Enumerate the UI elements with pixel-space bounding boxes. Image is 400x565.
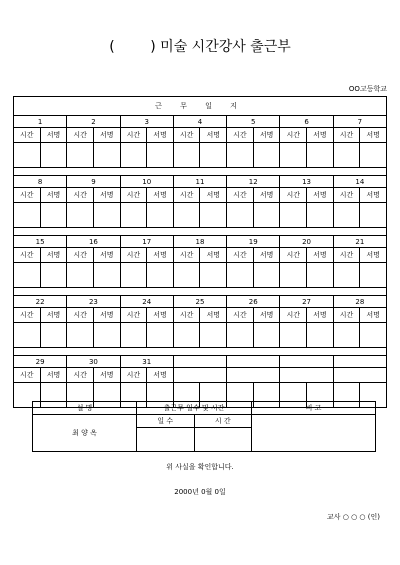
sign-label: 서명: [40, 368, 67, 383]
sign-label: 서명: [93, 368, 120, 383]
day-number: 22: [14, 296, 67, 308]
sign-label: 서명: [147, 128, 174, 143]
sign-label: 서명: [360, 308, 387, 323]
time-cell: [333, 203, 360, 228]
time-cell: [280, 263, 307, 288]
empty-day-cell: [227, 356, 280, 368]
attendance-table: [13, 96, 387, 408]
day-number: 26: [227, 296, 280, 308]
summary-note-cell: [252, 415, 376, 452]
sign-cell: [93, 263, 120, 288]
day-number: 5: [227, 116, 280, 128]
time-cell: [120, 263, 147, 288]
sign-cell: [307, 143, 334, 168]
sign-cell: [360, 323, 387, 348]
sign-label: 서명: [253, 248, 280, 263]
sign-label: 서명: [147, 368, 174, 383]
sign-cell: [93, 143, 120, 168]
empty-label-cell: [333, 368, 386, 383]
summary-col-hours: 출근무 일수 및 시간: [137, 402, 252, 415]
day-number: 1: [14, 116, 67, 128]
sign-cell: [307, 263, 334, 288]
day-number: 15: [14, 236, 67, 248]
time-label: 시간: [280, 128, 307, 143]
log-header: 근 무 일 지: [14, 97, 387, 116]
sign-label: 서명: [307, 308, 334, 323]
day-number: 21: [333, 236, 386, 248]
sign-label: 서명: [147, 248, 174, 263]
time-label: 시간: [14, 368, 41, 383]
day-number: 29: [14, 356, 67, 368]
day-number: 28: [333, 296, 386, 308]
sign-cell: [200, 323, 227, 348]
day-number: 3: [120, 116, 173, 128]
sign-cell: [40, 143, 67, 168]
time-label: 시간: [120, 368, 147, 383]
sign-cell: [200, 263, 227, 288]
time-label: 시간: [173, 248, 200, 263]
sign-cell: [200, 143, 227, 168]
week-gap: [14, 168, 387, 176]
sign-label: 서명: [93, 248, 120, 263]
day-number: 31: [120, 356, 173, 368]
time-label: 시간: [14, 248, 41, 263]
sign-cell: [40, 263, 67, 288]
time-cell: [280, 323, 307, 348]
time-cell: [173, 263, 200, 288]
sign-label: 서명: [40, 248, 67, 263]
summary-sub-time: 시 간: [194, 415, 252, 428]
day-number: 12: [227, 176, 280, 188]
sign-label: 서명: [147, 188, 174, 203]
time-cell: [280, 203, 307, 228]
time-label: 시간: [280, 308, 307, 323]
time-label: 시간: [227, 128, 254, 143]
time-label: 시간: [173, 308, 200, 323]
time-label: 시간: [333, 308, 360, 323]
time-label: 시간: [173, 128, 200, 143]
time-label: 시간: [67, 248, 94, 263]
sign-label: 서명: [147, 308, 174, 323]
sign-cell: [360, 263, 387, 288]
empty-label-cell: [173, 368, 226, 383]
sign-label: 서명: [253, 188, 280, 203]
day-number: 10: [120, 176, 173, 188]
time-label: 시간: [14, 308, 41, 323]
sign-label: 서명: [200, 128, 227, 143]
time-cell: [227, 263, 254, 288]
sign-label: 서명: [200, 188, 227, 203]
time-label: 시간: [227, 188, 254, 203]
day-number: 7: [333, 116, 386, 128]
sign-cell: [307, 203, 334, 228]
time-cell: [173, 203, 200, 228]
day-number: 20: [280, 236, 333, 248]
time-label: 시간: [14, 128, 41, 143]
time-cell: [67, 323, 94, 348]
time-label: 시간: [227, 248, 254, 263]
summary-table: [32, 401, 376, 452]
time-cell: [67, 203, 94, 228]
sign-label: 서명: [40, 188, 67, 203]
time-label: 시간: [67, 368, 94, 383]
day-number: 19: [227, 236, 280, 248]
summary-days-cell: [137, 428, 195, 452]
day-number: 14: [333, 176, 386, 188]
time-label: 시간: [333, 248, 360, 263]
day-number: 16: [67, 236, 120, 248]
time-cell: [173, 143, 200, 168]
time-cell: [333, 323, 360, 348]
week-gap: [14, 348, 387, 356]
time-cell: [173, 323, 200, 348]
time-cell: [120, 203, 147, 228]
time-label: 시간: [67, 308, 94, 323]
time-label: 시간: [227, 308, 254, 323]
time-label: 시간: [67, 188, 94, 203]
time-label: 시간: [120, 248, 147, 263]
time-label: 시간: [173, 188, 200, 203]
sign-label: 서명: [307, 248, 334, 263]
sign-label: 서명: [307, 188, 334, 203]
empty-label-cell: [280, 368, 333, 383]
school-name: OO고등학교: [348, 85, 387, 93]
empty-day-cell: [280, 356, 333, 368]
sign-cell: [360, 143, 387, 168]
time-cell: [227, 323, 254, 348]
sign-cell: [93, 203, 120, 228]
time-label: 시간: [120, 308, 147, 323]
day-number: 4: [173, 116, 226, 128]
sign-label: 서명: [200, 248, 227, 263]
sign-cell: [147, 323, 174, 348]
day-number: 27: [280, 296, 333, 308]
sign-label: 서명: [360, 248, 387, 263]
confirm-text: 위 사실을 확인합니다.: [166, 463, 234, 471]
day-number: 2: [67, 116, 120, 128]
sign-cell: [360, 203, 387, 228]
sign-cell: [253, 203, 280, 228]
day-number: 25: [173, 296, 226, 308]
empty-day-cell: [173, 356, 226, 368]
day-number: 11: [173, 176, 226, 188]
sign-label: 서명: [253, 128, 280, 143]
sign-cell: [253, 263, 280, 288]
time-cell: [67, 263, 94, 288]
time-cell: [227, 203, 254, 228]
sign-label: 서명: [93, 308, 120, 323]
time-label: 시간: [120, 188, 147, 203]
day-number: 24: [120, 296, 173, 308]
sign-label: 서명: [93, 188, 120, 203]
time-cell: [14, 323, 41, 348]
summary-name: 최 양 옥: [33, 415, 137, 452]
sign-cell: [147, 203, 174, 228]
time-cell: [227, 143, 254, 168]
sign-label: 서명: [93, 128, 120, 143]
sign-cell: [147, 263, 174, 288]
day-number: 9: [67, 176, 120, 188]
time-cell: [14, 203, 41, 228]
week-gap: [14, 228, 387, 236]
day-number: 17: [120, 236, 173, 248]
time-cell: [333, 143, 360, 168]
sign-cell: [40, 323, 67, 348]
sign-cell: [253, 323, 280, 348]
summary-sub-days: 일 수: [137, 415, 195, 428]
day-number: 30: [67, 356, 120, 368]
day-number: 6: [280, 116, 333, 128]
summary-time-cell: [194, 428, 252, 452]
sign-label: 서명: [40, 308, 67, 323]
sign-label: 서명: [307, 128, 334, 143]
time-label: 시간: [333, 128, 360, 143]
sign-label: 서명: [40, 128, 67, 143]
time-cell: [14, 143, 41, 168]
day-number: 13: [280, 176, 333, 188]
sign-cell: [200, 203, 227, 228]
summary-col-desc: 설 명: [33, 402, 137, 415]
sign-cell: [253, 143, 280, 168]
time-label: 시간: [14, 188, 41, 203]
date-text: 2000년 0월 0일: [174, 488, 226, 496]
day-number: 8: [14, 176, 67, 188]
sign-label: 서명: [253, 308, 280, 323]
time-cell: [120, 323, 147, 348]
day-number: 23: [67, 296, 120, 308]
sign-label: 서명: [360, 128, 387, 143]
sign-label: 서명: [360, 188, 387, 203]
time-cell: [120, 143, 147, 168]
time-label: 시간: [333, 188, 360, 203]
time-cell: [14, 263, 41, 288]
page-title: ( ) 미술 시간강사 출근부: [109, 39, 291, 55]
sign-label: 서명: [200, 308, 227, 323]
day-number: 18: [173, 236, 226, 248]
time-label: 시간: [120, 128, 147, 143]
time-cell: [333, 263, 360, 288]
time-label: 시간: [280, 248, 307, 263]
sign-cell: [93, 323, 120, 348]
time-cell: [280, 143, 307, 168]
sign-cell: [40, 203, 67, 228]
sign-cell: [147, 143, 174, 168]
signature-line: 교사 ○ ○ ○ (인): [327, 513, 380, 521]
time-cell: [67, 143, 94, 168]
summary-col-note: 비 고: [252, 402, 376, 415]
time-label: 시간: [67, 128, 94, 143]
time-label: 시간: [280, 188, 307, 203]
week-gap: [14, 288, 387, 296]
empty-day-cell: [333, 356, 386, 368]
sign-cell: [307, 323, 334, 348]
empty-label-cell: [227, 368, 280, 383]
